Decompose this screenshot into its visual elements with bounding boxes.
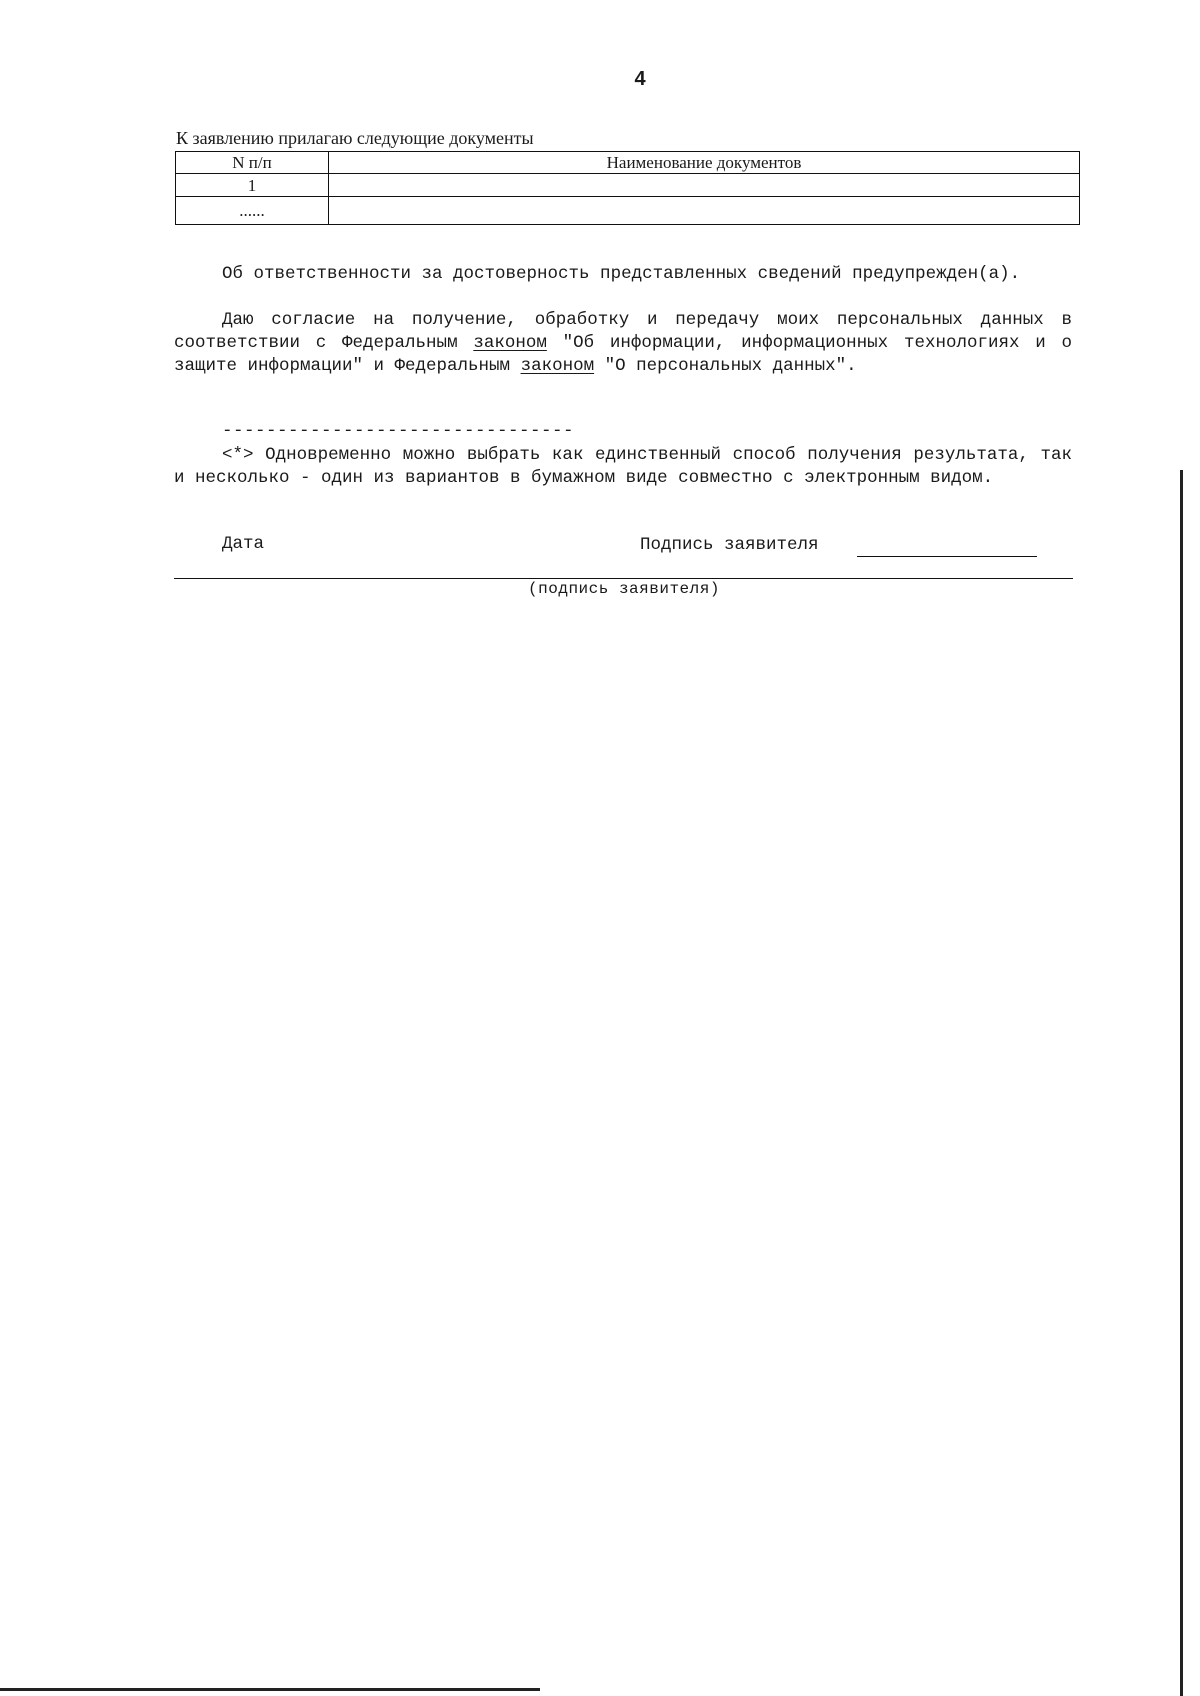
table-row [176, 197, 1080, 225]
footnote-paragraph [174, 444, 1072, 490]
table-row [176, 174, 1080, 197]
scan-edge-bottom [0, 1688, 540, 1691]
row-num: 1 [176, 174, 329, 197]
consent-paragraph [174, 309, 1072, 378]
row-name [329, 174, 1080, 197]
law-link-2[interactable]: законом [520, 356, 595, 376]
scan-edge-right [1180, 470, 1183, 1696]
attachments-label: К заявлению прилагаю следующие документы [176, 128, 534, 148]
row-num: ...... [176, 197, 329, 225]
consent-text-3: "О персональных данных". [594, 356, 857, 376]
page-number: 4 [634, 68, 646, 90]
attachments-table [175, 151, 1080, 225]
responsibility-text: Об ответственности за достоверность представленных сведений предупрежден(а). [222, 264, 1021, 284]
row-name [329, 197, 1080, 225]
signature-divider [174, 578, 1073, 579]
footnote-separator: -------------------------------- [222, 421, 575, 441]
signature-line [857, 556, 1037, 557]
date-label: Дата [222, 534, 265, 554]
consent-text-1: Даю согласие на получение, обработку и передачу моих персональных данных в соответствии с Федеральным [174, 310, 1072, 353]
header-name: Наименование документов [329, 152, 1080, 174]
signature-label: Подпись заявителя [640, 535, 819, 555]
responsibility-paragraph [174, 263, 1072, 286]
consent-text-2: "Об информации, информационных технологиях и о защите информации" и Федеральным [174, 333, 1072, 376]
law-link-1[interactable]: законом [473, 333, 547, 353]
header-num: N п/п [176, 152, 329, 174]
footnote-text: <*> Одновременно можно выбрать как единственный способ получения результата, так и несколько - один из вариантов в бумажном виде совместно с электронным видом. [174, 445, 1072, 488]
signature-caption: (подпись заявителя) [528, 580, 720, 598]
table-header-row [176, 152, 1080, 174]
